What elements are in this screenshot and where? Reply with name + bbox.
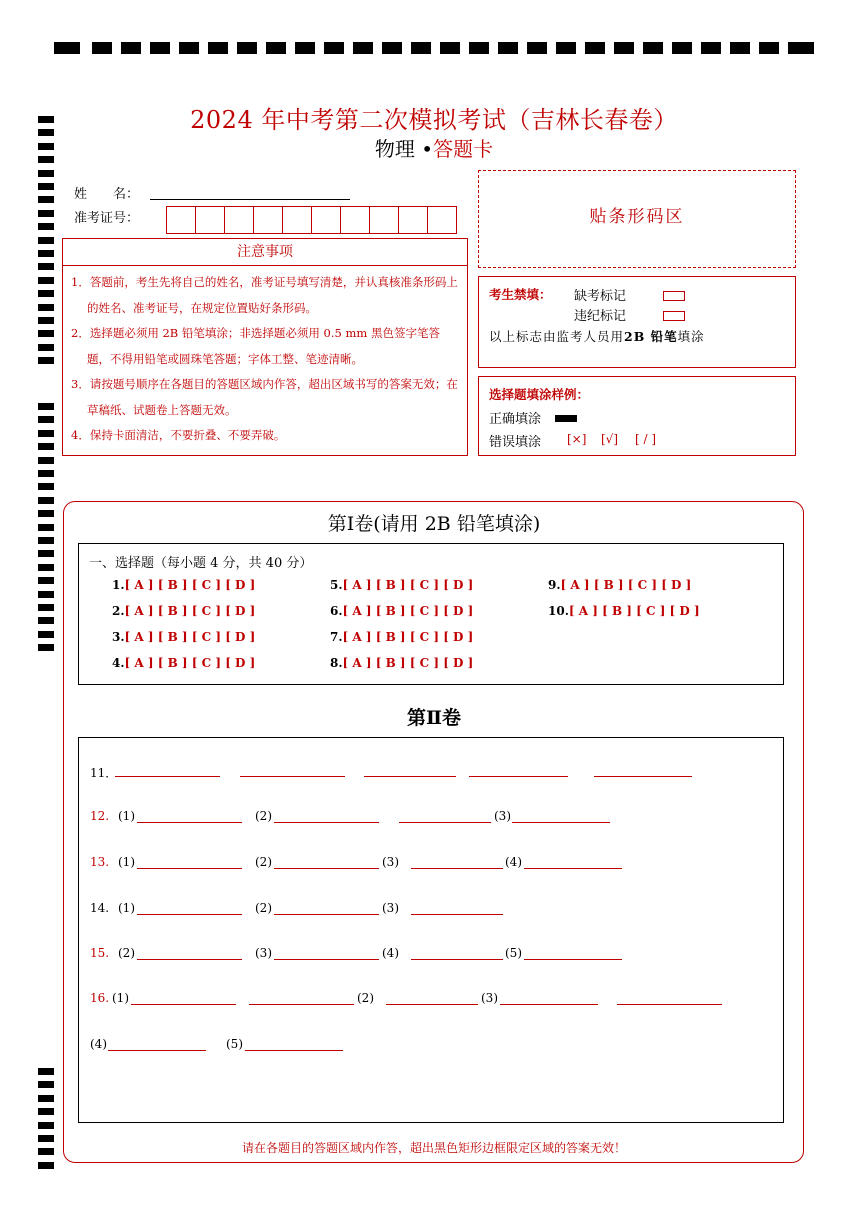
notice-item: 3．请按题号顺序在各题目的答题区域内作答，超出区域书写的答案无效；在草稿纸、试题卷上答题无效。: [71, 377, 458, 417]
proctor-heading: 考生禁填：: [489, 287, 552, 302]
timing-mark: [38, 591, 54, 598]
q14-blank-3[interactable]: [411, 914, 503, 915]
subtitle-dot: •: [421, 137, 434, 161]
barcode-label: 贴条形码区: [589, 207, 685, 227]
q14-number: 14.: [90, 901, 110, 915]
choice-q1[interactable]: 1.[ A ] [ B ] [ C ] [ D ]: [112, 578, 256, 592]
timing-mark: [38, 564, 54, 571]
q14-blank-1[interactable]: [137, 914, 242, 915]
timing-mark: [527, 42, 547, 54]
timing-mark: [38, 330, 54, 337]
choice-q5[interactable]: 5.[ A ] [ B ] [ C ] [ D ]: [330, 578, 474, 592]
timing-mark: [38, 357, 54, 364]
page-title: 2024 年中考第二次模拟考试（吉林长春卷）: [190, 106, 678, 134]
q12-sub3: (3): [494, 809, 511, 823]
q16-blank-6[interactable]: [108, 1050, 206, 1051]
q16-sub3: (3): [481, 991, 498, 1005]
q11-blank-3[interactable]: [364, 776, 456, 777]
id-digit-box[interactable]: [369, 206, 399, 234]
timing-mark: [38, 263, 54, 270]
q12-number: 12.: [90, 809, 110, 823]
timing-mark: [92, 42, 112, 54]
q16-number: 16.: [90, 991, 110, 1005]
part1-title: 第Ⅰ卷(请用 2B 铅笔填涂): [327, 513, 541, 535]
timing-mark: [54, 42, 80, 54]
timing-mark: [672, 42, 692, 54]
barcode-area: [478, 170, 796, 268]
sample-heading: 选择题填涂样例：: [489, 387, 590, 402]
q12-sub1: (1): [118, 809, 135, 823]
wrong-mark-check: [√]: [601, 432, 619, 446]
timing-mark: [38, 223, 54, 230]
absent-mark-box[interactable]: [663, 288, 685, 303]
id-digit-box[interactable]: [195, 206, 225, 234]
timing-mark: [38, 1081, 54, 1088]
timing-mark: [121, 42, 141, 54]
q11-blank-1[interactable]: [115, 776, 220, 777]
q12-sub2: (2): [255, 809, 272, 823]
q13-sub2: (2): [255, 855, 272, 869]
timing-mark: [38, 631, 54, 638]
timing-mark: [179, 42, 199, 54]
timing-mark: [38, 170, 54, 177]
q15-sub5: (5): [505, 946, 522, 960]
timing-mark: [38, 1122, 54, 1129]
timing-mark: [38, 416, 54, 423]
timing-mark: [498, 42, 518, 54]
timing-mark: [730, 42, 750, 54]
notice-box: [62, 238, 468, 456]
timing-mark: [295, 42, 315, 54]
choice-heading: 一、选择题（每小题 4 分，共 40 分）: [89, 556, 313, 571]
id-digit-box[interactable]: [166, 206, 196, 234]
id-digit-box[interactable]: [253, 206, 283, 234]
q13-blank-3[interactable]: [411, 868, 503, 869]
choice-q4[interactable]: 4.[ A ] [ B ] [ C ] [ D ]: [112, 656, 256, 670]
name-field[interactable]: [150, 199, 350, 200]
wrong-mark-cross: [×]: [567, 432, 587, 446]
choice-q9[interactable]: 9.[ A ] [ B ] [ C ] [ D ]: [548, 578, 692, 592]
id-digit-box[interactable]: [282, 206, 312, 234]
notice-item: 1．答题前，考生先将自己的姓名，准考证号填写清楚，并认真核准条形码上的姓名、准考证号，在规定位置贴好条形码。: [71, 275, 458, 315]
timing-mark: [38, 277, 54, 284]
id-label: 准考证号：: [74, 211, 140, 226]
choice-q6[interactable]: 6.[ A ] [ B ] [ C ] [ D ]: [330, 604, 474, 618]
q13-sub4: (4): [505, 855, 522, 869]
q11-blank-2[interactable]: [240, 776, 345, 777]
timing-mark: [38, 617, 54, 624]
timing-mark: [38, 403, 54, 410]
timing-mark: [38, 183, 54, 190]
id-digit-box[interactable]: [427, 206, 457, 234]
choice-q3[interactable]: 3.[ A ] [ B ] [ C ] [ D ]: [112, 630, 256, 644]
q16-blank-1[interactable]: [131, 1004, 236, 1005]
timing-mark: [38, 604, 54, 611]
q13-blank-2[interactable]: [274, 868, 379, 869]
timing-mark: [38, 344, 54, 351]
q16-blank-7[interactable]: [245, 1050, 343, 1051]
timing-mark: [614, 42, 634, 54]
q16-blank-4[interactable]: [500, 1004, 598, 1005]
timing-mark: [38, 550, 54, 557]
q12-blank-1[interactable]: [137, 822, 242, 823]
timing-mark: [38, 237, 54, 244]
notice-list: [63, 266, 467, 449]
timing-mark: [38, 483, 54, 490]
q13-blank-4[interactable]: [524, 868, 622, 869]
proctor-only-box: [478, 276, 796, 368]
proctor-note: [489, 327, 705, 345]
choice-q2[interactable]: 2.[ A ] [ B ] [ C ] [ D ]: [112, 604, 256, 618]
q14-blank-2[interactable]: [274, 914, 379, 915]
timing-mark: [38, 497, 54, 504]
q16-blank-3[interactable]: [386, 1004, 478, 1005]
timing-mark: [788, 42, 814, 54]
correct-label: 正确填涂: [489, 412, 542, 427]
timing-mark: [38, 537, 54, 544]
violation-mark-box[interactable]: [663, 308, 685, 323]
q14-sub2: (2): [255, 901, 272, 915]
q14-sub1: (1): [118, 901, 135, 915]
proctor-note-suffix: 填涂: [677, 329, 705, 344]
timing-mark: [759, 42, 779, 54]
q12-blank-3[interactable]: [399, 822, 491, 823]
q13-sub1: (1): [118, 855, 135, 869]
q15-sub3: (3): [255, 946, 272, 960]
timing-mark: [38, 577, 54, 584]
proctor-note-bold: 2B 铅笔: [624, 329, 678, 344]
timing-mark: [38, 443, 54, 450]
id-digit-box[interactable]: [340, 206, 370, 234]
wrong-mark-slash: [ / ]: [635, 432, 657, 446]
q15-blank-3[interactable]: [411, 959, 503, 960]
timing-mark: [38, 430, 54, 437]
timing-mark: [38, 317, 54, 324]
q13-blank-1[interactable]: [137, 868, 242, 869]
timing-mark: [469, 42, 489, 54]
timing-mark: [150, 42, 170, 54]
notice-item: 4．保持卡面清洁，不要折叠、不要弄破。: [71, 428, 286, 442]
choice-q10[interactable]: 10.[ A ] [ B ] [ C ] [ D ]: [548, 604, 700, 618]
id-digit-box[interactable]: [311, 206, 341, 234]
q13-sub3: (3): [382, 855, 399, 869]
timing-mark: [556, 42, 576, 54]
timing-mark: [38, 470, 54, 477]
absent-label: 缺考标记: [574, 289, 627, 304]
proctor-note-prefix: 以上标志由监考人员用: [489, 329, 625, 344]
card-label: 答题卡: [433, 137, 494, 161]
timing-mark: [643, 42, 663, 54]
q11-number: 11．: [90, 766, 118, 780]
timing-mark: [237, 42, 257, 54]
timing-mark: [411, 42, 431, 54]
fill-sample-box: [478, 376, 796, 456]
q13-number: 13.: [90, 855, 110, 869]
notice-heading: 注意事项: [63, 239, 467, 266]
timing-mark: [324, 42, 344, 54]
q16-blank-5[interactable]: [617, 1004, 722, 1005]
name-label: 姓 名：: [74, 187, 140, 202]
timing-mark: [38, 196, 54, 203]
q12-blank-2[interactable]: [274, 822, 379, 823]
q12-blank-4[interactable]: [512, 822, 610, 823]
q16-blank-2[interactable]: [249, 1004, 354, 1005]
timing-mark: [38, 457, 54, 464]
timing-mark: [440, 42, 460, 54]
timing-mark: [38, 210, 54, 217]
timing-mark: [38, 644, 54, 651]
timing-mark: [38, 250, 54, 257]
timing-mark: [208, 42, 228, 54]
written-section: [78, 737, 784, 1123]
q14-sub3: (3): [382, 901, 399, 915]
subject-label: 物理: [374, 137, 415, 161]
id-number-field[interactable]: [167, 206, 457, 234]
correct-fill-mark: [555, 411, 577, 426]
q15-sub4: (4): [382, 946, 399, 960]
timing-mark: [585, 42, 605, 54]
timing-mark: [38, 1162, 54, 1169]
violation-label: 违纪标记: [574, 309, 627, 324]
id-digit-box[interactable]: [224, 206, 254, 234]
timing-mark: [266, 42, 286, 54]
timing-mark: [701, 42, 721, 54]
choice-q8[interactable]: 8.[ A ] [ B ] [ C ] [ D ]: [330, 656, 474, 670]
q16-sub4: (4): [90, 1037, 107, 1051]
timing-mark: [38, 290, 54, 297]
q15-blank-1[interactable]: [137, 959, 242, 960]
q16-sub5: (5): [226, 1037, 243, 1051]
timing-mark: [353, 42, 373, 54]
choice-q7[interactable]: 7.[ A ] [ B ] [ C ] [ D ]: [330, 630, 474, 644]
q11-blank-4[interactable]: [469, 776, 568, 777]
footer-warning: 请在各题目的答题区域内作答，超出黑色矩形边框限定区域的答案无效！: [241, 1141, 626, 1155]
q16-sub2: (2): [357, 991, 374, 1005]
notice-item: 2．选择题必须用 2B 铅笔填涂；非选择题必须用 0.5 mm 黑色签字笔答题，不得用铅笔或圆珠笔答题；字体工整、笔迹清晰。: [71, 326, 440, 366]
timing-mark: [38, 304, 54, 311]
timing-mark: [38, 1108, 54, 1115]
timing-mark: [38, 1068, 54, 1075]
q15-blank-2[interactable]: [274, 959, 379, 960]
q15-sub2: (2): [118, 946, 135, 960]
timing-mark: [38, 1095, 54, 1102]
q15-number: 15.: [90, 946, 110, 960]
page-subtitle: [0, 133, 868, 162]
q11-blank-5[interactable]: [594, 776, 692, 777]
timing-mark: [382, 42, 402, 54]
part2-title: 第Ⅱ卷: [406, 707, 461, 729]
id-digit-box[interactable]: [398, 206, 428, 234]
q16-sub1: (1): [112, 991, 129, 1005]
wrong-label: 错误填涂: [489, 435, 542, 450]
q15-blank-4[interactable]: [524, 959, 622, 960]
